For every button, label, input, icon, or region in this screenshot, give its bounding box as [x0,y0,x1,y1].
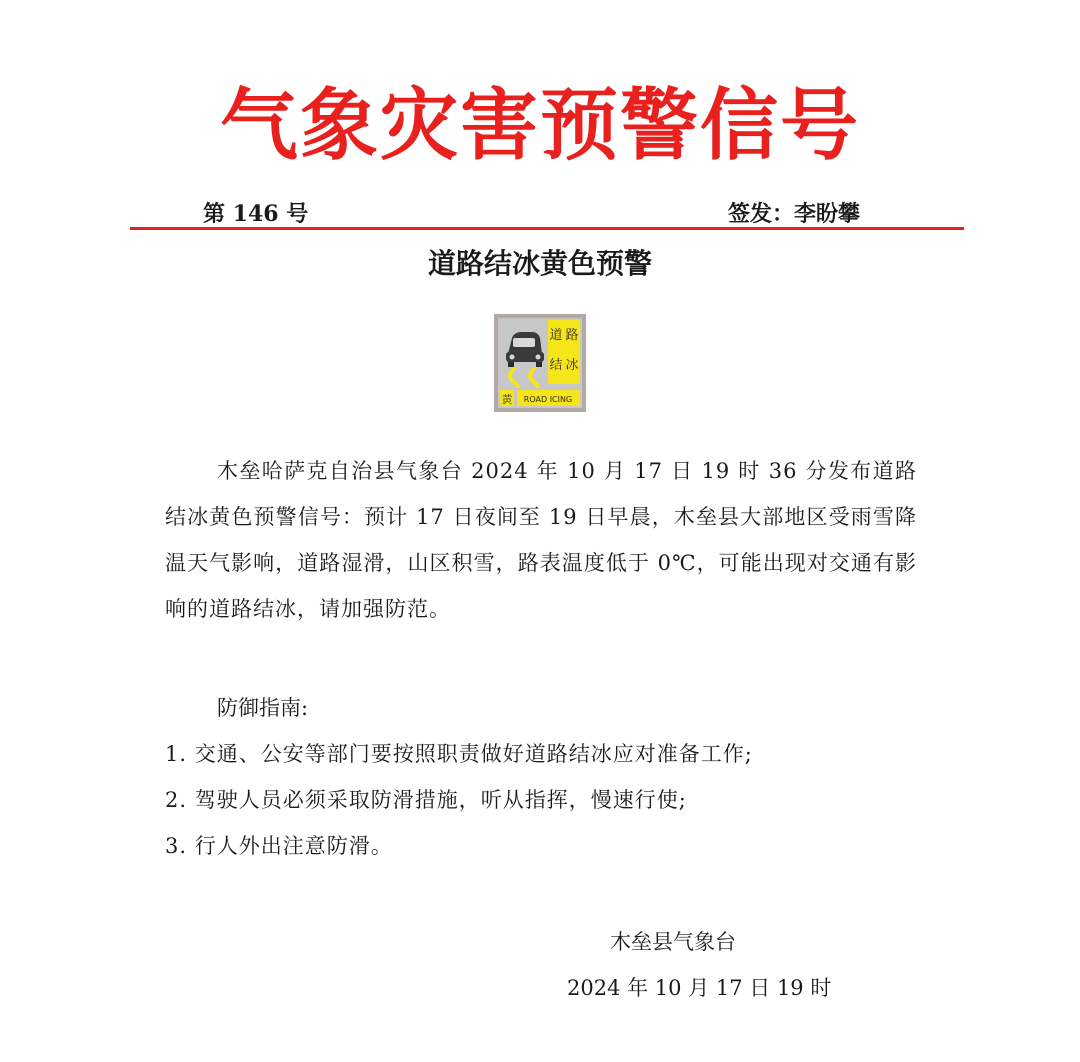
signer: 签发：李盼攀 [728,201,861,227]
issuing-organization: 木垒县气象台 [610,930,736,954]
icon-char-4: 冰 [565,358,579,373]
issue-number: 第 146 号 [203,201,309,227]
guide-item: 1. 交通、公安等部门要按照职责做好道路结冰应对准备工作; [165,742,753,766]
warning-body: 木垒哈萨克自治县气象台 2024 年 10 月 17 日 19 时 36 分发布道路结冰黄色预警信号：预计 17 日夜间至 19 日早晨，木垒县大部地区受雨雪降温天气影响，道路湿滑，山区积雪，路表温度低于 0℃，可能出现对交通有影响的道路结冰，请加强防范。 [165,459,917,621]
road-icing-yellow-warning-icon [494,314,586,412]
icon-level-char: 黄 [501,393,513,406]
icon-char-2: 路 [565,328,579,343]
issue-datetime: 2024 年 10 月 17 日 19 时 [567,976,832,1000]
warning-title: 道路结冰黄色预警 [427,247,652,280]
guide-title: 防御指南: [217,696,309,720]
icon-char-1: 道 [549,328,563,343]
icon-char-3: 结 [549,358,563,373]
red-divider-line [130,227,964,230]
icon-english-label: ROAD ICING [523,395,573,404]
guide-item: 2. 驾驶人员必须采取防滑措施，听从指挥，慢速行使; [165,788,687,812]
guide-item: 3. 行人外出注意防滑。 [165,834,393,858]
guide-list [165,731,753,869]
masthead-title: 气象灾害预警信号 [219,81,860,171]
